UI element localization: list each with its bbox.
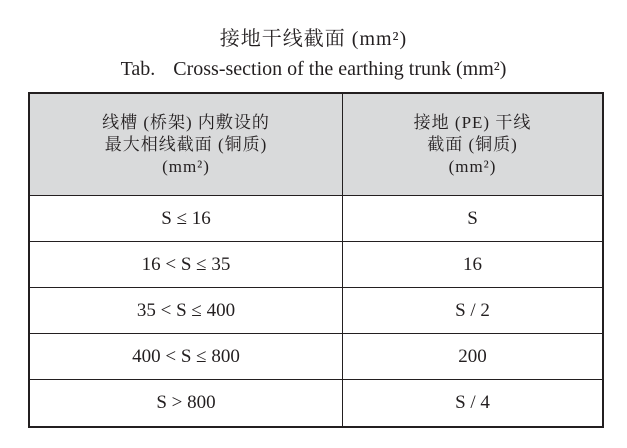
phase-cell (30, 288, 342, 334)
table-title-english (0, 56, 627, 82)
header-phase-cross-section (30, 94, 342, 196)
table-title-chinese: 接地干线截面 (mm²) (219, 28, 408, 50)
phase-value: 35 < S ≤ 400 (136, 300, 236, 321)
earth-value: S (467, 208, 478, 229)
earth-cell (343, 242, 602, 288)
earth-cell (343, 380, 602, 426)
phase-cell (30, 334, 342, 380)
phase-cell (30, 380, 342, 426)
header-earth-unit: (mm²) (448, 157, 497, 176)
header-earth-line-2: 截面 (铜质) (427, 135, 518, 154)
header-phase-line-2: 最大相线截面 (铜质) (104, 135, 268, 154)
header-phase-line-1: 线槽 (桥架) 内敷设的 (102, 113, 270, 132)
phase-value: 400 < S ≤ 800 (132, 346, 240, 367)
table-row (30, 334, 602, 380)
phase-value: 16 < S ≤ 35 (141, 254, 231, 275)
earth-value: 200 (458, 346, 487, 367)
phase-value: S > 800 (156, 392, 216, 413)
table-header-row (30, 94, 602, 196)
table-title-english-text: Cross-section of the earthing trunk (mm²) (173, 58, 507, 80)
earth-cell (343, 196, 602, 242)
phase-cell (30, 242, 342, 288)
table-row (30, 288, 602, 334)
table-row (30, 380, 602, 426)
header-earth-line-1: 接地 (PE) 干线 (413, 113, 532, 132)
earth-value: 16 (463, 254, 482, 275)
earth-cell (343, 334, 602, 380)
table-row (30, 196, 602, 242)
table-label: Tab. (120, 58, 156, 80)
phase-cell (30, 196, 342, 242)
phase-value: S ≤ 16 (161, 208, 211, 229)
header-earth-cross-section (343, 94, 602, 196)
earth-value: S / 2 (455, 300, 490, 321)
column-divider (342, 94, 343, 426)
earth-value: S / 4 (455, 392, 490, 413)
table-row (30, 242, 602, 288)
header-phase-unit: (mm²) (162, 157, 210, 176)
earth-cell (343, 288, 602, 334)
cross-section-table (28, 92, 604, 428)
